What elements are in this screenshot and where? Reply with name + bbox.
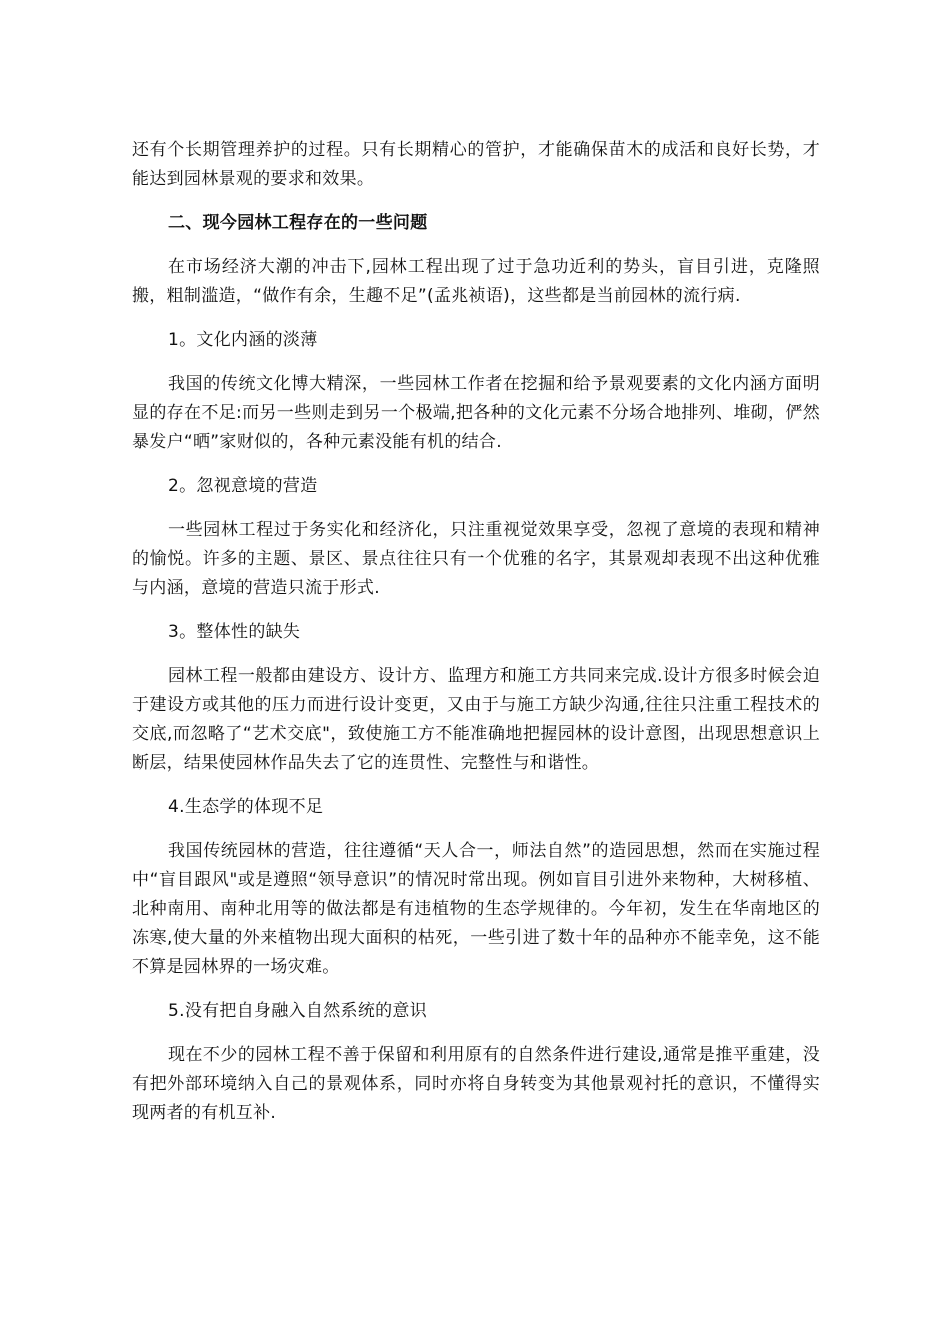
subheading-3: 3。整体性的缺失 [168,622,301,642]
paragraph-3: 园林工程一般都由建设方、设计方、监理方和施工方共同来完成.设计方很多时候会迫于建设方或其他的压力而进行设计变更，又由于与施工方缺少沟通,往往只注重工程技术的交底,而忽略了“艺术交底"，致使施工方不能准确地把握园林的设计意图，出现思想意识上断层，结果使园林作品失去了它的连贯性、完整性与和谐性。 [132,666,820,773]
paragraph-1: 我国的传统文化博大精深，一些园林工作者在挖掘和给予景观要素的文化内涵方面明显的存在不足:而另一些则走到另一个极端,把各种的文化元素不分场合地排列、堆砌，俨然暴发户“晒”家财似的，各种元素没能有机的结合. [132,374,820,452]
subheading-4: 4.生态学的体现不足 [168,797,324,817]
subheading-2: 2。忽视意境的营造 [168,476,318,496]
paragraph-4: 我国传统园林的营造，往往遵循“天人合一，师法自然”的造园思想，然而在实施过程中“盲目跟风"或是遵照“领导意识”的情况时常出现。例如盲目引进外来物种，大树移植、北种南用、南种北用等的做法都是有违植物的生态学规律的。今年初，发生在华南地区的冻寒,使大量的外来植物出现大面积的枯死，一些引进了数十年的品种亦不能幸免，这不能不算是园林界的一场灾难。 [132,841,820,977]
paragraph-intro: 在市场经济大潮的冲击下,园林工程出现了过于急功近利的势头，盲目引进，克隆照搬，粗制滥造，“做作有余，生趣不足”(孟兆祯语)，这些都是当前园林的流行病. [132,257,820,306]
paragraph-5: 现在不少的园林工程不善于保留和利用原有的自然条件进行建设,通常是推平重建，没有把外部环境纳入自己的景观体系，同时亦将自身转变为其他景观衬托的意识，不懂得实现两者的有机互补. [132,1045,820,1123]
subheading-1: 1。文化内涵的淡薄 [168,330,318,350]
subheading-5: 5.没有把自身融入自然系统的意识 [168,1001,428,1021]
paragraph-continuation: 还有个长期管理养护的过程。只有长期精心的管护，才能确保苗木的成活和良好长势，才能达到园林景观的要求和效果。 [132,140,820,189]
document-page [132,136,820,1143]
paragraph-2: 一些园林工程过于务实化和经济化，只注重视觉效果享受，忽视了意境的表现和精神的愉悦。许多的主题、景区、景点往往只有一个优雅的名字，其景观却表现不出这种优雅与内涵，意境的营造只流于形式. [132,520,820,598]
section-heading: 二、现今园林工程存在的一些问题 [168,213,428,233]
